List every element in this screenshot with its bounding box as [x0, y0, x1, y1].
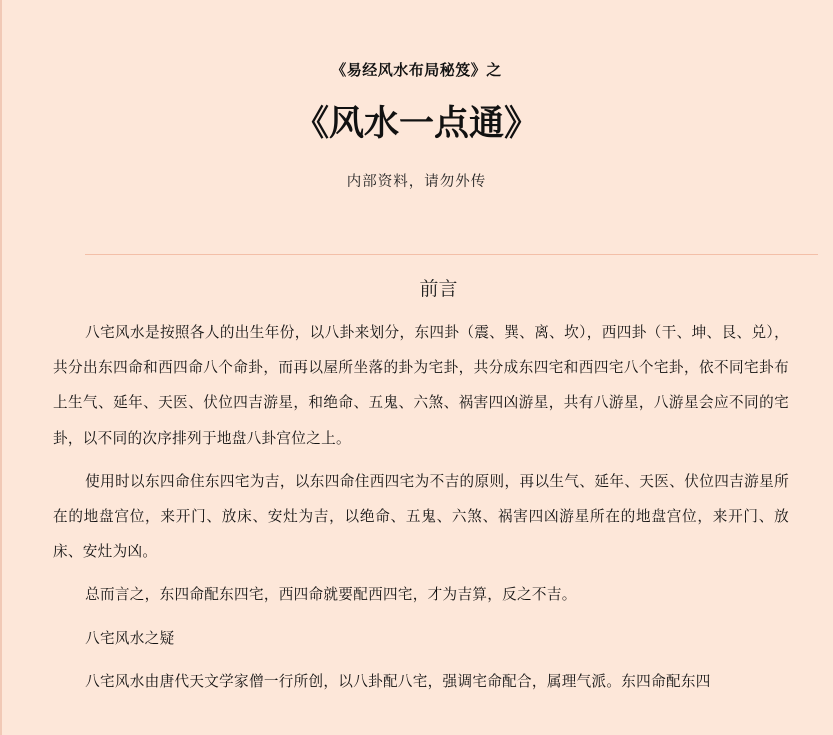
- document-title: 《风水一点通》: [293, 104, 539, 144]
- paragraph-4: 八宅风水之疑: [85, 629, 175, 647]
- paragraph-2: 使用时以东四命住东四宅为吉，以东四命住西四宅为不吉的原则，再以生气、延年、天医、伏位四吉游星所在的地盘宫位，来开门、放床、安灶为吉，以绝命、五鬼、六煞、祸害四凶游星所在的地盘宫位，来开门、放床、安灶为凶。: [53, 472, 789, 561]
- section-heading: 前言: [419, 278, 458, 300]
- document-subtitle: 《易经风水布局秘笈》之: [331, 61, 502, 79]
- paragraph-1: 八宅风水是按照各人的出生年份，以八卦来划分，东四卦（震、巽、离、坎），西四卦（干、坤、艮、兑），共分出东四命和西四命八个命卦，而再以屋所坐落的卦为宅卦，共分成东四宅和西四宅八个宅卦，依不同宅卦布上生气、延年、天医、伏位四吉游星，和绝命、五鬼、六煞、祸害四凶游星，共有八游星，八游星会应不同的宅卦，以不同的次序排列于地盘八卦宫位之上。: [53, 324, 789, 447]
- paragraph-3: 总而言之，东四命配东四宅，西四命就要配西四宅，才为吉算，反之不吉。: [85, 586, 577, 604]
- paragraph-5: 八宅风水由唐代天文学家僧一行所创，以八卦配八宅，强调宅命配合，属理气派。东四命配东四: [85, 672, 711, 690]
- body-text: [53, 315, 789, 707]
- confidential-note: 内部资料，请勿外传: [346, 174, 487, 190]
- header-divider: [85, 254, 818, 255]
